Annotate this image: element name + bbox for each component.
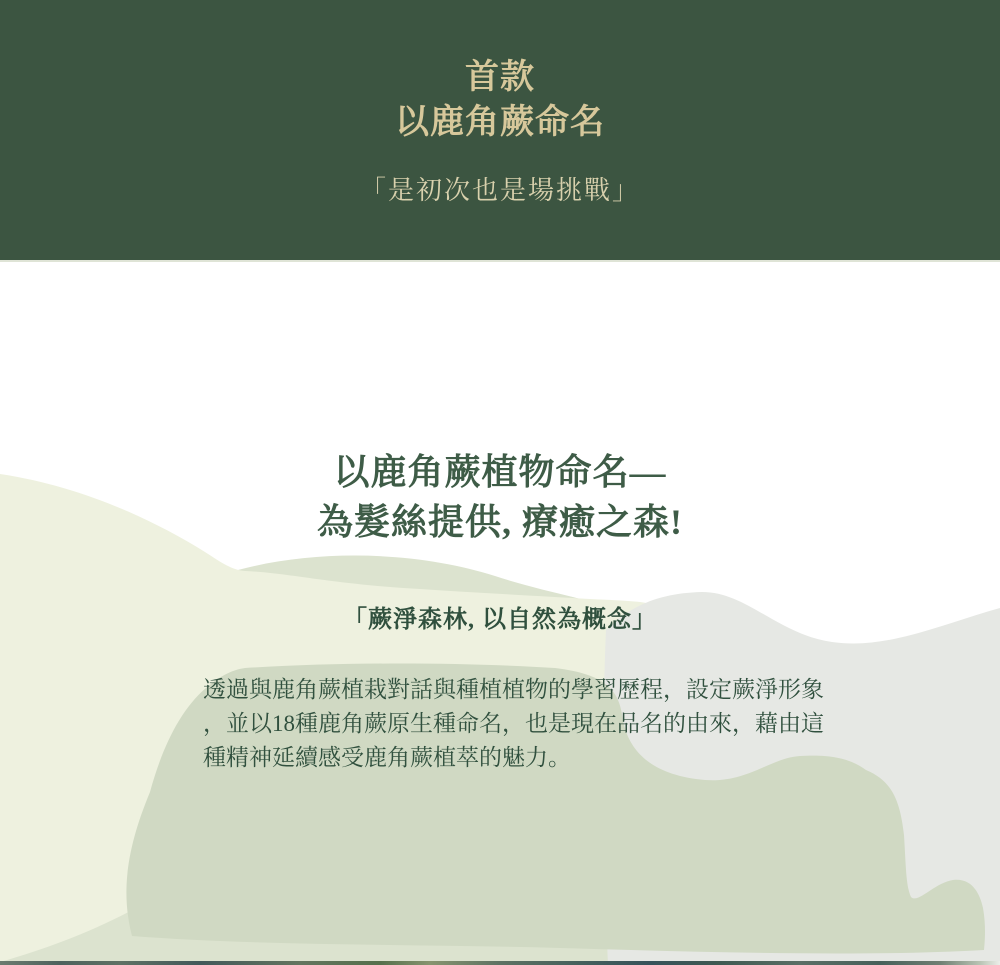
hero-title-line1: 首款 [465,59,535,96]
next-section-edge [0,961,1000,965]
body-paragraph-line3: 種精神延續感受鹿角蕨植萃的魅力。 [203,745,571,770]
hero-quote: 「是初次也是場挑戰」 [359,176,640,205]
body-paragraph-line2: ，並以18種鹿角蕨原生種命名，也是現在品名的由來，藉由這 [203,711,824,736]
hero-header-section [0,0,1000,262]
hero-title [0,0,1000,145]
hero-title-line2: 以鹿角蕨命名 [395,104,605,141]
section-quote: 「蕨淨森林, 以自然為概念」 [343,607,657,633]
section-headline-line2: 為髮絲提供, 療癒之森! [317,502,683,542]
body-paragraph [203,673,828,775]
section-headline [0,447,1000,547]
section-headline-line1: 以鹿角蕨植物命名— [333,452,667,492]
body-paragraph-line1: 透過與鹿角蕨植栽對話與種植植物的學習歷程，設定蕨淨形象 [203,677,824,702]
